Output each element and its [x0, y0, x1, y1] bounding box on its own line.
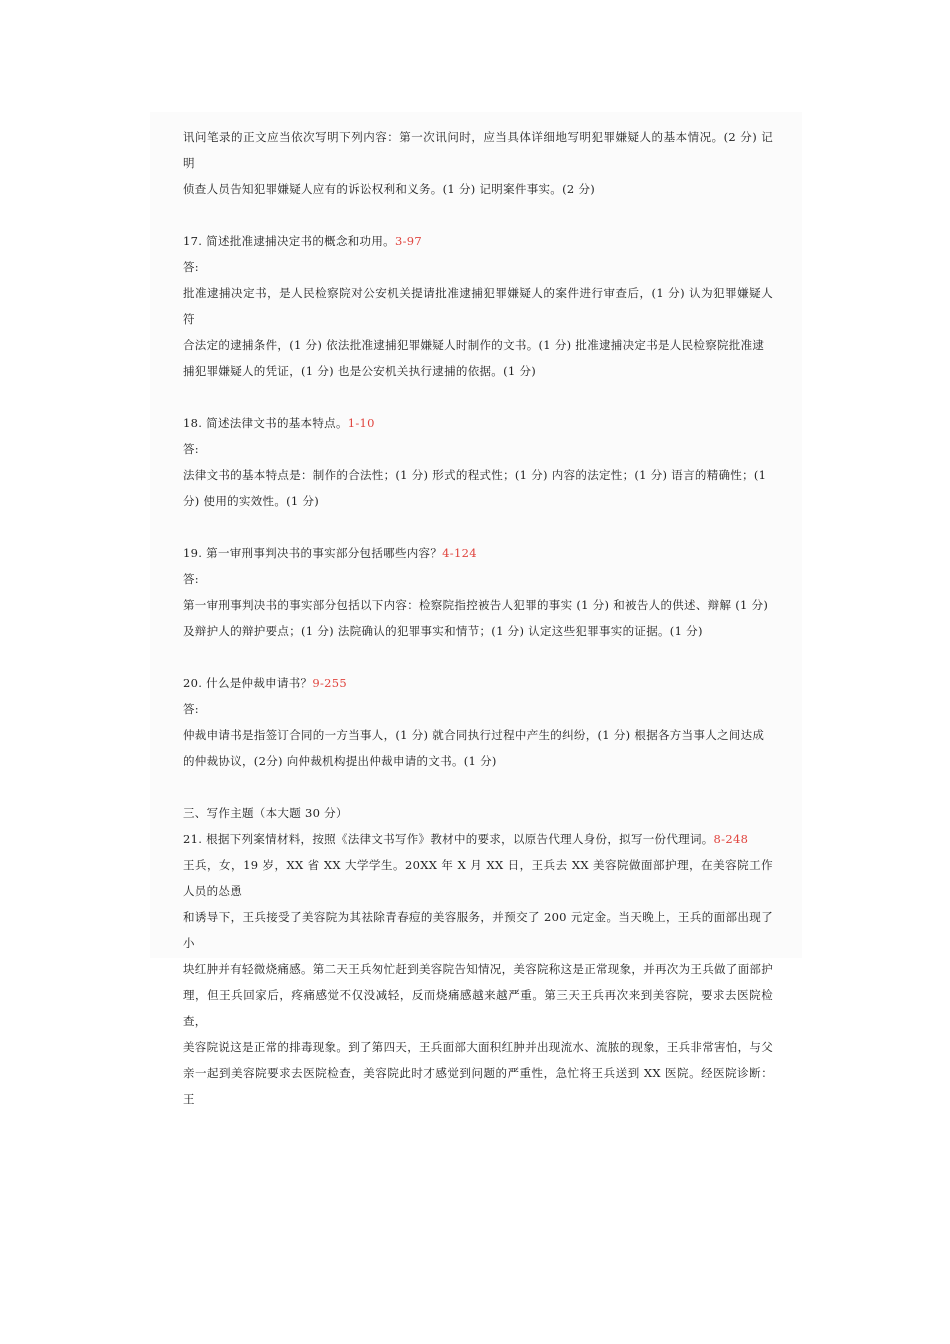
answer-line: 及辩护人的辩护要点；(1 分) 法院确认的犯罪事实和情节；(1 分) 认定这些犯罪事实的证据。(1 分): [183, 624, 703, 638]
answer-label: 答:: [183, 702, 199, 716]
question-21-ref: 8-248: [713, 832, 749, 846]
answer-line: 分) 使用的实效性。(1 分): [183, 494, 320, 508]
answer-line: 的仲裁协议，(2分) 向仲裁机构提出仲裁申请的文书。(1 分): [183, 754, 497, 768]
section-heading: 三、写作主题（本大题 30 分）: [183, 806, 348, 820]
intro-line: 侦查人员告知犯罪嫌疑人应有的诉讼权利和义务。(1 分) 记明案件事实。(2 分): [183, 182, 596, 196]
answer-line: 批准逮捕决定书，是人民检察院对公安机关提请批准逮捕犯罪嫌疑人的案件进行审查后，(1 分) 认为犯罪嫌疑人符: [183, 286, 773, 326]
question-21-title: 21. 根据下列案情材料，按照《法律文书写作》教材中的要求，以原告代理人身份，拟写一份代理词。8-248: [183, 832, 749, 846]
question-20-ref: 9-255: [312, 676, 347, 690]
case-line: 理，但王兵回家后，疼痛感觉不仅没减轻，反而烧痛感越来越严重。第三天王兵再次来到美容院，要求去医院检查，: [183, 988, 773, 1028]
question-17-ref: 3-97: [394, 234, 422, 248]
answer-line: 法律文书的基本特点是：制作的合法性；(1 分) 形式的程式性；(1 分) 内容的法定性；(1 分) 语言的精确性；(1: [183, 468, 767, 482]
answer-label: 答:: [183, 260, 199, 274]
question-17-title: 17. 简述批准逮捕决定书的概念和功用。3-97: [183, 234, 422, 248]
question-18-title: 18. 简述法律文书的基本特点。1-10: [183, 416, 375, 430]
case-line: 和诱导下，王兵接受了美容院为其祛除青春痘的美容服务，并预交了 200 元定金。当天晚上，王兵的面部出现了小: [183, 910, 773, 950]
case-line: 美容院说这是正常的排毒现象。到了第四天，王兵面部大面积红肿并出现流水、流脓的现象，王兵非常害怕，与父: [183, 1040, 773, 1054]
question-20-title: 20. 什么是仲裁申请书？9-255: [183, 676, 347, 690]
case-line: 亲一起到美容院要求去医院检查，美容院此时才感觉到问题的严重性，急忙将王兵送到 XX 医院。经医院诊断：王: [183, 1066, 773, 1106]
answer-line: 捕犯罪嫌疑人的凭证，(1 分) 也是公安机关执行逮捕的依据。(1 分): [183, 364, 537, 378]
case-line: 块红肿并有轻微烧痛感。第二天王兵匆忙赶到美容院告知情况，美容院称这是正常现象，并再次为王兵做了面部护: [183, 962, 773, 976]
document-body: [183, 124, 773, 1112]
case-line: 王兵，女，19 岁，XX 省 XX 大学学生。20XX 年 X 月 XX 日，王兵去 XX 美容院做面部护理，在美容院工作人员的怂恿: [183, 858, 773, 898]
answer-line: 第一审刑事判决书的事实部分包括以下内容：检察院指控被告人犯罪的事实 (1 分) 和被告人的供述、辩解 (1 分): [183, 598, 769, 612]
answer-line: 仲裁申请书是指签订合同的一方当事人，(1 分) 就合同执行过程中产生的纠纷，(1 分) 根据各方当事人之间达成: [183, 728, 765, 742]
answer-label: 答:: [183, 442, 199, 456]
question-19-title: 19. 第一审刑事判决书的事实部分包括哪些内容？4-124: [183, 546, 477, 560]
answer-line: 合法定的逮捕条件，(1 分) 依法批准逮捕犯罪嫌疑人时制作的文书。(1 分) 批准逮捕决定书是人民检察院批准逮: [183, 338, 765, 352]
answer-label: 答:: [183, 572, 199, 586]
question-19-ref: 4-124: [442, 546, 477, 560]
question-18-ref: 1-10: [347, 416, 375, 430]
intro-line: 讯问笔录的正文应当依次写明下列内容：第一次讯问时，应当具体详细地写明犯罪嫌疑人的基本情况。(2 分) 记明: [183, 130, 773, 170]
